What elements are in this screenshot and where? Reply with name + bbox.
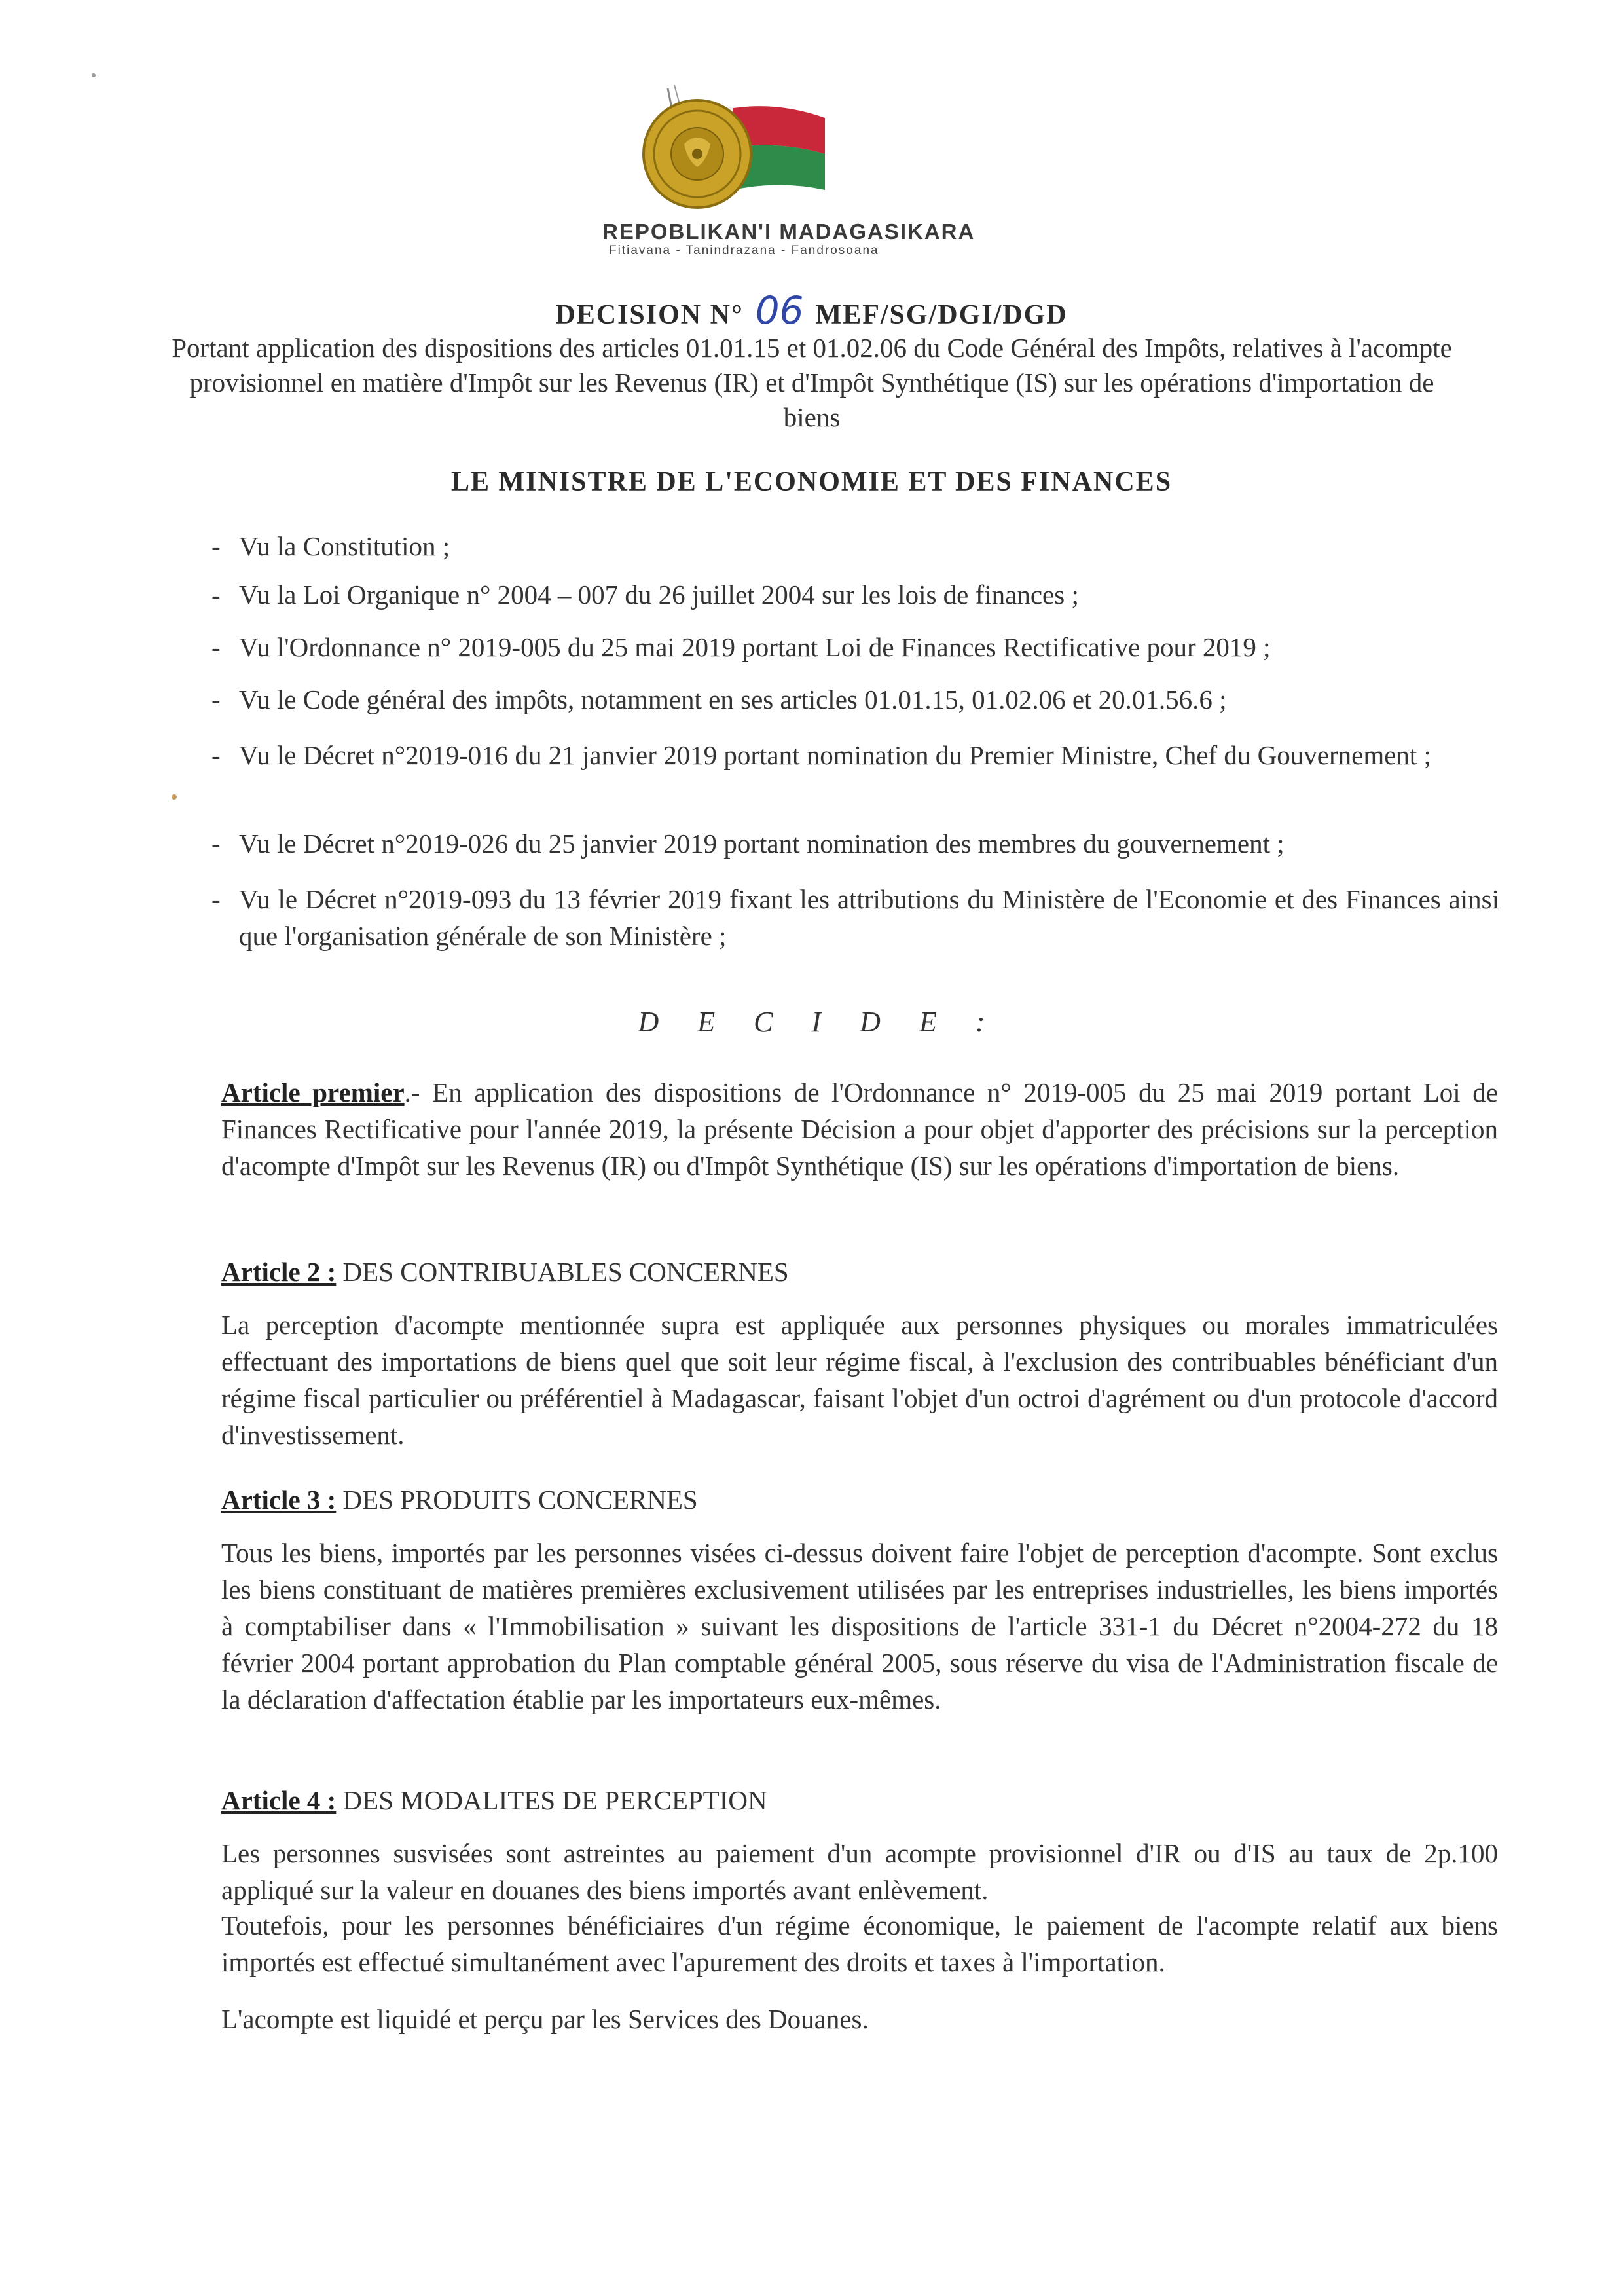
republic-name: REPOBLIKAN'I MADAGASIKARA [602,219,976,244]
vu-item: - Vu le Code général des impôts, notamment en ses articles 01.01.15, 01.02.06 et 20.01.56.6 ; [211,684,1227,714]
republic-emblem-logo [609,82,897,232]
article-2-body: La perception d'acompte mentionnée supra est appliquée aux personnes physiques ou morales immatriculées effectuant des importations de biens quel que soit leur régime fiscal, à l'exclusion des contribuables bénéficiant d'un régime fiscal particulier ou préférentiel à Madagascar, faisant l'objet d'un octroi d'agrément ou d'un protocole d'accord d'investissement. [221,1310,1498,1450]
article-1 [221,1074,1498,1184]
vu-item: - Vu la Constitution ; [211,531,450,561]
article-4-body: Les personnes susvisées sont astreintes au paiement d'un acompte provisionnel d'IR ou d'IS au taux de 2p.100 appliqué sur la valeur en douanes des biens importés avant enlèvement. [221,1838,1498,1905]
article-3-heading [221,1484,698,1515]
decision-suffix: MEF/SG/DGI/DGD [815,300,1068,330]
article-1-separator: .- [404,1077,420,1107]
vu-item: - Vu le Décret n°2019-026 du 25 janvier 2019 portant nomination des membres du gouvernement ; [211,828,1285,859]
vu-item: - Vu le Décret n°2019-093 du 13 février 2019 fixant les attributions du Ministère de l'Economie et des Finances ainsi que l'organisation générale de son Ministère ; [211,884,1499,951]
article-2-label: Article 2 : [221,1257,337,1287]
decision-title [0,288,1623,333]
article-1-body: En application des dispositions de l'Ordonnance n° 2019-005 du 25 mai 2019 portant Loi de Finances Rectificative pour l'année 2019, la présente Décision a pour objet d'apporter des précisions sur la perception d'acompte d'Impôt sur les Revenus (IR) ou d'Impôt Synthétique (IS) sur les opérations d'importation de biens. [221,1077,1498,1181]
vu-item: - Vu l'Ordonnance n° 2019-005 du 25 mai 2019 portant Loi de Finances Rectificative pour 2019 ; [211,632,1271,662]
republic-motto: Fitiavana - Tanindrazana - Fandrosoana [609,244,879,257]
vu-item: - Vu la Loi Organique n° 2004 – 007 du 26 juillet 2004 sur les lois de finances ; [211,580,1079,610]
article-4-body-2: Toutefois, pour les personnes bénéficiaires d'un régime économique, le paiement de l'acompte relatif aux biens importés est effectué simultanément avec l'apurement des droits et taxes à l'importation. [221,1910,1498,1977]
article-4-title: DES MODALITES DE PERCEPTION [342,1785,767,1815]
decision-prefix: DECISION N° [555,300,744,330]
vu-item: - Vu le Décret n°2019-016 du 21 janvier 2019 portant nomination du Premier Ministre, Chef du Gouvernement ; [211,740,1431,770]
scan-speck [92,73,96,77]
article-3-title: DES PRODUITS CONCERNES [342,1485,698,1515]
article-4-label: Article 4 : [221,1785,337,1815]
minister-heading: LE MINISTRE DE L'ECONOMIE ET DES FINANCES [450,467,1173,497]
scan-speck [172,794,177,800]
article-3-body: Tous les biens, importés par les personnes visées ci-dessus doivent faire l'objet de perception d'acompte. Sont exclus les biens constituant de matières premières exclusivement utilisées par les entreprises industrielles, les biens importés à comptabiliser dans « l'Immobilisation » suivant les dispositions de l'article 331-1 du Décret n°2004-272 du 18 février 2004 portant approbation du Plan comptable général 2005, sous réserve du visa de l'Administration fiscale de la déclaration d'affectation établie par les importateurs eux-mêmes. [221,1538,1498,1714]
decision-subtitle: Portant application des dispositions des articles 01.01.15 et 01.02.06 du Code Général des Impôts, relatives à l'acompte provisionnel en matière d'Impôt sur les Revenus (IR) et d'Impôt Synthétique (IS) sur les opérations d'importation de biens [172,333,1452,432]
article-4-heading [221,1785,767,1816]
article-4-body-3: L'acompte est liquidé et perçu par les Services des Douanes. [221,2004,869,2034]
article-2-heading [221,1256,789,1287]
article-3-label: Article 3 : [221,1485,337,1515]
article-2-title: DES CONTRIBUABLES CONCERNES [342,1257,789,1287]
decide-heading: D E C I D E : [638,1006,985,1038]
article-1-label: Article premier [221,1077,405,1107]
decision-number: 06 [755,288,804,333]
